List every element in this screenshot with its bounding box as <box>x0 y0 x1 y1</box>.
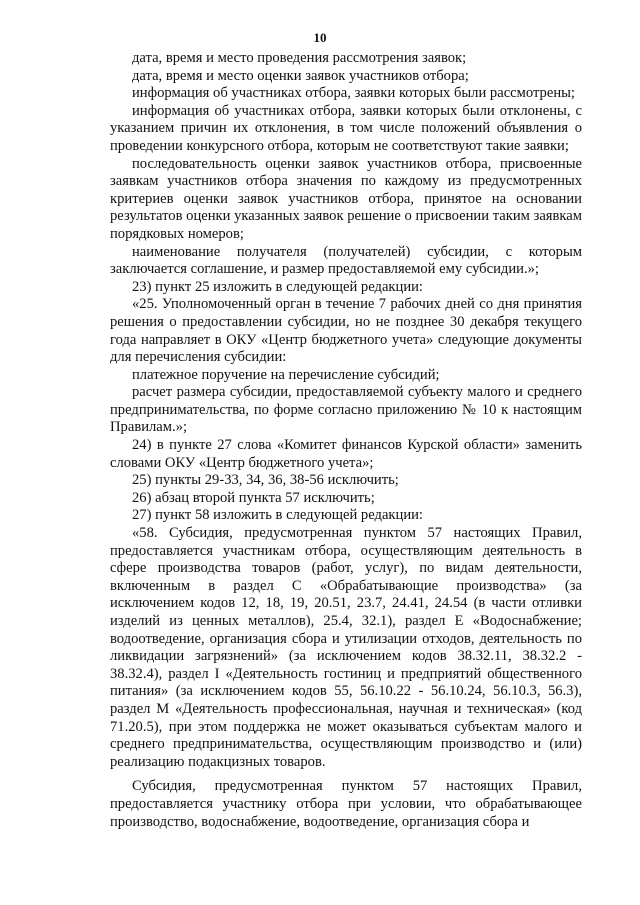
paragraph-10: расчет размера субсидии, предоставляемой субъекту малого и среднего предпринимательства, по форме согласно приложению № 10 к настоящим Правилам.»; <box>110 384 582 436</box>
paragraph-5: последовательность оценки заявок участников отбора, присвоенные заявкам участников отбора значения по каждому из предусмотренных критериев оценки заявок участников отбора, принятое на основании результатов оценки указанных заявок решение о присвоении таким заявкам порядковых номеров; <box>110 155 582 242</box>
paragraph-16: Субсидия, предусмотренная пунктом 57 настоящих Правил, предоставляется участнику отбора при условии, что обрабатывающее производство, водоснабжение, водоотведение, организация сбора и <box>110 778 582 830</box>
document-body <box>110 50 582 831</box>
paragraph-11: 24) в пункте 27 слова «Комитет финансов Курской области» заменить словами ОКУ «Центр бюджетного учета»; <box>110 437 582 471</box>
paragraph-1: дата, время и место проведения рассмотрения заявок; <box>132 50 467 66</box>
page-number: 10 <box>313 30 327 45</box>
paragraph-14: 27) пункт 58 изложить в следующей редакции: <box>132 507 423 524</box>
paragraph-12: 25) пункты 29-33, 34, 36, 38-56 исключить; <box>132 472 399 489</box>
paragraph-7: 23) пункт 25 изложить в следующей редакции: <box>132 278 423 295</box>
paragraph-8: «25. Уполномоченный орган в течение 7 рабочих дней со дня принятия решения о предоставлении субсидии, но не позднее 30 декабря текущего года направляет в ОКУ «Центр бюджетного учета» следующие документы для перечисления субсидии: <box>110 296 582 366</box>
paragraph-3: информация об участниках отбора, заявки которых были рассмотрены; <box>132 85 575 102</box>
paragraph-15: «58. Субсидия, предусмотренная пунктом 57 настоящих Правил, предоставляется участникам отбора, осуществляющим деятельность в сфере производства товаров (работ, услуг), по видам деятельности, включенным в раздел С «Обрабатывающие производства» (за исключением кодов 12, 18, 19, 20.51, 23.7, 24.41, 24.54 (в части отливки изделий из ценных металлов), 25.4, 32.1), раздел Е «Водоснабжение; водоотведение, организация сбора и утилизации отходов, деятельность по ликвидации загрязнений» (за исключением кодов 38.32.11, 38.32.2 - 38.32.4), раздел I «Деятельность гостиниц и предприятий общественного питания» (за исключением кодов 55, 56.10.22 - 56.10.24, 56.10.3, 56.3), раздел М «Деятельность профессиональная, научная и техническая» (код 71.20.5), при этом поддержка не может оказываться субъектам малого и среднего предпринимательства, осуществляющим производство и (или) реализацию подакцизных товаров. <box>110 525 582 770</box>
paragraph-9: платежное поручение на перечисление субсидий; <box>132 366 440 383</box>
paragraph-13: 26) абзац второй пункта 57 исключить; <box>132 489 375 506</box>
paragraph-2: дата, время и место оценки заявок участников отбора; <box>132 67 469 84</box>
paragraph-4: информация об участниках отбора, заявки которых были отклонены, с указанием причин их отклонения, в том числе положений объявления о проведении конкурсного отбора, которым не соответствуют такие заявки; <box>110 102 582 154</box>
paragraph-6: наименование получателя (получателей) субсидии, с которым заключается соглашение, и размер предоставляемой ему субсидии.»; <box>110 243 582 278</box>
